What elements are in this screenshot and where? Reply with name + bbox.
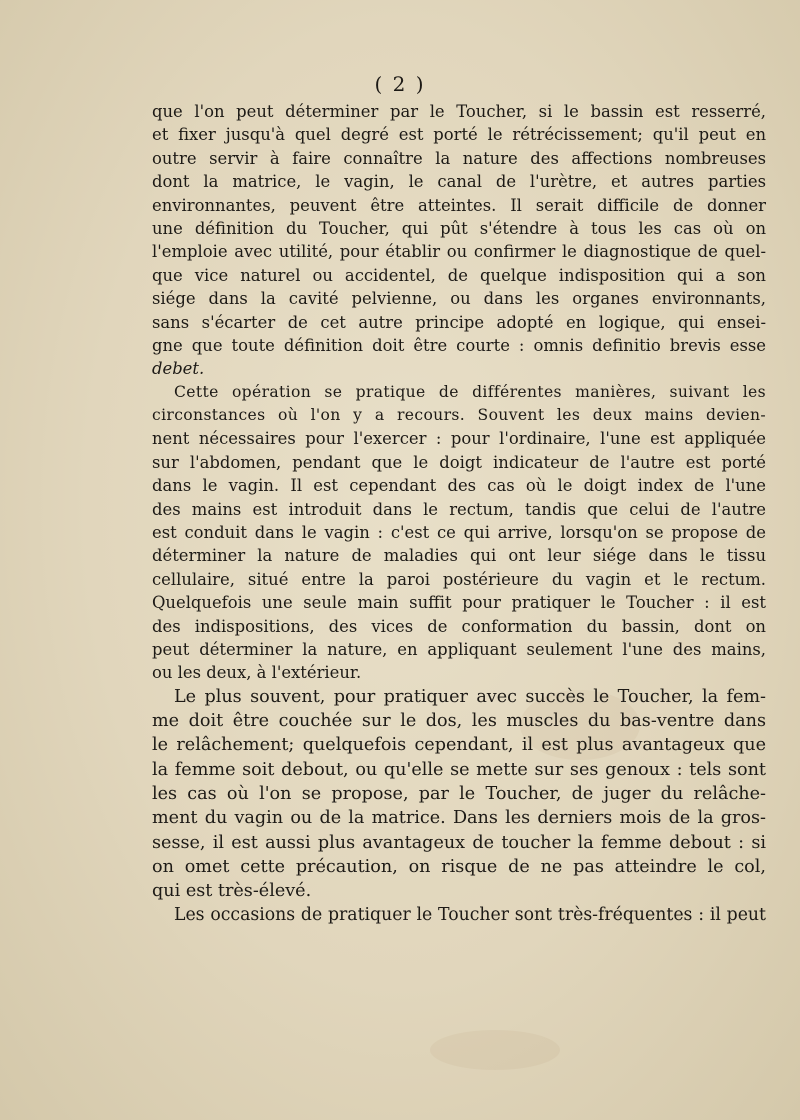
text-line: peut déterminer la nature, en appliquant seulement l'une des mains, — [152, 639, 766, 659]
text-line: environnantes, peuvent être atteintes. Il serait difficile de donner — [152, 195, 766, 215]
text-line: l'emploie avec utilité, pour établir ou confirmer le diagnostique de quel- — [152, 242, 766, 262]
paper-stain — [430, 1030, 560, 1070]
paragraph-2-continued — [152, 427, 766, 684]
text-line: ment du vagin ou de la matrice. Dans les derniers mois de la gros- — [152, 808, 766, 829]
text-line: est conduit dans le vagin : c'est ce qui arrive, lorsqu'on se propose de — [152, 523, 766, 543]
text-line: des indispositions, des vices de conformation du bassin, dont on — [152, 616, 766, 636]
text-line: sans s'écarter de cet autre principe adopté en logique, qui ensei- — [152, 312, 766, 332]
text-line: des mains est introduit dans le rectum, tandis que celui de l'autre — [152, 499, 766, 519]
text-line: qui est très-élevé. — [152, 881, 312, 902]
text-line: que vice naturel ou accidentel, de quelque indisposition qui a son — [152, 265, 766, 285]
text-line: Le plus souvent, pour pratiquer avec succès le Toucher, la fem- — [174, 686, 766, 707]
paragraph-3 — [152, 685, 766, 928]
text-line: Les occasions de pratiquer le Toucher sont très-fréquentes : il peut — [174, 905, 766, 926]
text-line: déterminer la nature de maladies qui ont leur siége dans le tissu — [152, 546, 766, 566]
paragraph-1 — [152, 100, 766, 381]
text-line: une définition du Toucher, qui pût s'étendre à tous les cas où on — [152, 218, 766, 238]
text-line: les cas où l'on se propose, par le Toucher, de juger du relâche- — [152, 783, 766, 804]
paragraph-2 — [152, 381, 766, 428]
text-line: debet. — [152, 359, 205, 379]
body-text — [152, 100, 766, 928]
text-line: me doit être couchée sur le dos, les muscles du bas-ventre dans — [152, 711, 766, 732]
text-line: circonstances où l'on y a recours. Souvent les deux mains devien- — [152, 406, 766, 425]
text-line: sesse, il est aussi plus avantageux de toucher la femme debout : si — [152, 832, 766, 853]
text-line: dont la matrice, le vagin, le canal de l'urètre, et autres parties — [152, 172, 766, 192]
text-line: outre servir à faire connaître la nature des affections nombreuses — [152, 148, 766, 168]
text-line: Quelquefois une seule main suffit pour pratiquer le Toucher : il est — [152, 593, 766, 613]
text-line: Cette opération se pratique de différentes manières, suivant les — [174, 382, 766, 401]
text-line: et fixer jusqu'à quel degré est porté le rétrécissement; qu'il peut en — [152, 125, 766, 145]
text-line: on omet cette précaution, on risque de ne pas atteindre le col, — [152, 856, 766, 877]
text-line: nent nécessaires pour l'exercer : pour l'ordinaire, l'une est appliquée — [152, 429, 766, 449]
text-line: le relâchement; quelquefois cependant, il est plus avantageux que — [152, 735, 766, 756]
page-number: ( 2 ) — [374, 72, 426, 96]
text-line: gne que toute définition doit être courte : omnis definitio brevis esse — [152, 335, 766, 355]
text-line: dans le vagin. Il est cependant des cas où le doigt index de l'une — [152, 476, 766, 496]
text-line: siége dans la cavité pelvienne, ou dans les organes environnants, — [152, 289, 766, 309]
text-line: sur l'abdomen, pendant que le doigt indicateur de l'autre est porté — [152, 452, 766, 472]
text-line: cellulaire, situé entre la paroi postérieure du vagin et le rectum. — [152, 569, 766, 589]
text-line: la femme soit debout, ou qu'elle se mette sur ses genoux : tels sont — [152, 759, 766, 780]
text-line: que l'on peut déterminer par le Toucher, si le bassin est resserré, — [152, 102, 766, 121]
text-line: ou les deux, à l'extérieur. — [152, 663, 362, 683]
